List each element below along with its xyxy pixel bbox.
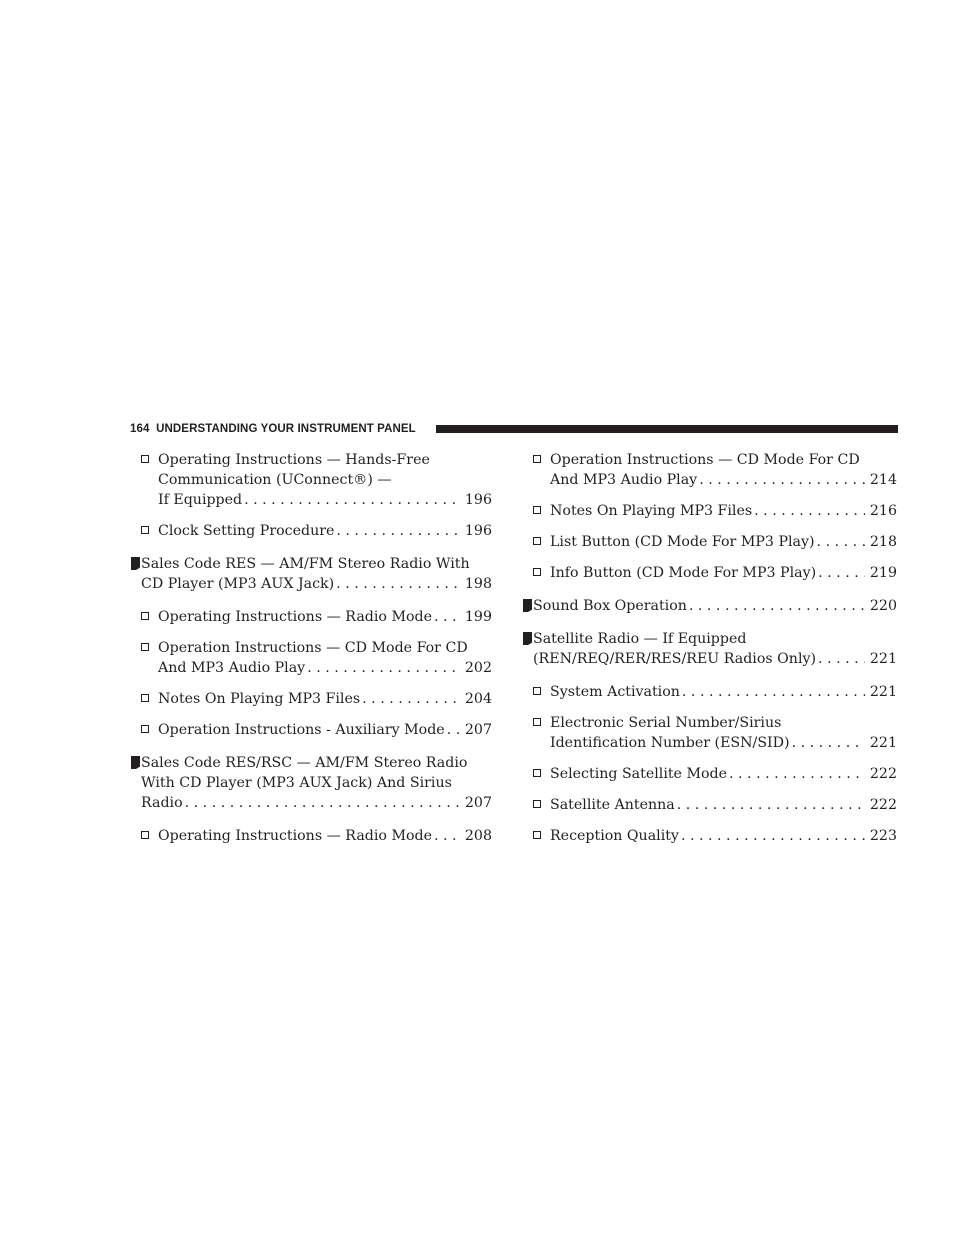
square-bullet-icon bbox=[523, 599, 532, 612]
toc-entry-title: Notes On Playing MP3 Files bbox=[550, 503, 753, 519]
toc-entry-title: Info Button (CD Mode For MP3 Play) bbox=[550, 565, 817, 581]
toc-section-entry bbox=[131, 753, 492, 813]
dot-leader bbox=[362, 689, 460, 709]
toc-page-number: 216 bbox=[869, 503, 897, 519]
toc-entry-last-line bbox=[533, 596, 897, 616]
toc-entry-title: Selecting Satellite Mode bbox=[550, 766, 728, 782]
toc-page-number: 221 bbox=[869, 651, 897, 667]
checkbox-bullet-icon bbox=[141, 694, 149, 702]
toc-entry-title: Operation Instructions - Auxiliary Mode bbox=[158, 722, 445, 738]
toc-section-entry bbox=[131, 554, 492, 594]
toc-subsection-entry bbox=[523, 532, 897, 552]
toc-entry-line: Sales Code RES/RSC — AM/FM Stereo Radio bbox=[141, 755, 468, 771]
toc-page-number: 202 bbox=[464, 660, 492, 676]
dot-leader bbox=[754, 501, 865, 521]
toc-entry-last-line bbox=[550, 532, 897, 552]
toc-entry-last-line bbox=[550, 470, 897, 490]
toc-subsection-entry bbox=[131, 638, 492, 678]
toc-subsection-entry bbox=[131, 689, 492, 709]
toc-entry-title: CD Player (MP3 AUX Jack) bbox=[141, 576, 335, 592]
toc-entry-title: And MP3 Audio Play bbox=[158, 660, 306, 676]
toc-entry-last-line bbox=[158, 720, 492, 740]
square-bullet-icon bbox=[131, 557, 140, 570]
dot-leader bbox=[792, 733, 865, 753]
toc-entry-line: Sales Code RES — AM/FM Stereo Radio With bbox=[141, 556, 470, 572]
toc-page-number: 207 bbox=[464, 795, 492, 811]
toc-page-number: 219 bbox=[869, 565, 897, 581]
toc-page-number: 198 bbox=[464, 576, 492, 592]
dot-leader bbox=[689, 596, 865, 616]
toc-entry-last-line bbox=[550, 795, 897, 815]
square-bullet-icon bbox=[131, 756, 140, 769]
toc-entry-title: Identification Number (ESN/SID) bbox=[550, 735, 790, 751]
dot-leader bbox=[817, 532, 865, 552]
toc-entry-last-line bbox=[158, 521, 492, 541]
checkbox-bullet-icon bbox=[141, 725, 149, 733]
toc-entry-title: Sound Box Operation bbox=[533, 598, 687, 614]
dot-leader bbox=[699, 470, 865, 490]
toc-page-number: 199 bbox=[464, 609, 492, 625]
toc-subsection-entry bbox=[523, 713, 897, 753]
toc-entry-last-line bbox=[158, 658, 492, 678]
toc-entry-line: Operation Instructions — CD Mode For CD bbox=[158, 640, 468, 656]
checkbox-bullet-icon bbox=[141, 455, 149, 463]
toc-entry-title: Operating Instructions — Radio Mode bbox=[158, 609, 432, 625]
toc-entry-line: Satellite Radio — If Equipped bbox=[533, 631, 747, 647]
header-text bbox=[130, 421, 416, 437]
checkbox-bullet-icon bbox=[533, 537, 541, 545]
toc-entry-line: With CD Player (MP3 AUX Jack) And Sirius bbox=[141, 775, 452, 791]
toc-subsection-entry bbox=[131, 607, 492, 627]
dot-leader bbox=[336, 521, 460, 541]
toc-page-number: 221 bbox=[869, 735, 897, 751]
section-title: UNDERSTANDING YOUR INSTRUMENT PANEL bbox=[156, 423, 416, 435]
toc-entry-last-line bbox=[550, 826, 897, 846]
dot-leader bbox=[681, 826, 865, 846]
toc-subsection-entry bbox=[131, 720, 492, 740]
toc-page-number: 221 bbox=[869, 684, 897, 700]
toc-entry-title: Operating Instructions — Radio Mode bbox=[158, 828, 432, 844]
toc-entry-last-line bbox=[141, 793, 492, 813]
toc-entry-last-line bbox=[550, 682, 897, 702]
dot-leader bbox=[185, 793, 460, 813]
toc-entry-last-line bbox=[158, 490, 492, 510]
toc-entry-title: List Button (CD Mode For MP3 Play) bbox=[550, 534, 815, 550]
toc-entry-title: And MP3 Audio Play bbox=[550, 472, 698, 488]
toc-page-number: 208 bbox=[464, 828, 492, 844]
dot-leader bbox=[434, 826, 460, 846]
checkbox-bullet-icon bbox=[141, 643, 149, 651]
toc-entry-title: Reception Quality bbox=[550, 828, 679, 844]
checkbox-bullet-icon bbox=[533, 568, 541, 576]
toc-column-right bbox=[523, 450, 897, 846]
toc-entry-last-line bbox=[533, 649, 897, 669]
dot-leader bbox=[447, 720, 460, 740]
page-number: 164 bbox=[130, 423, 150, 435]
toc-section-entry bbox=[523, 629, 897, 669]
toc-page-number: 207 bbox=[464, 722, 492, 738]
checkbox-bullet-icon bbox=[533, 769, 541, 777]
toc-entry-title: System Activation bbox=[550, 684, 680, 700]
checkbox-bullet-icon bbox=[533, 687, 541, 695]
dot-leader bbox=[307, 658, 460, 678]
toc-subsection-entry bbox=[523, 764, 897, 784]
toc-page-number: 222 bbox=[869, 797, 897, 813]
toc-entry-last-line bbox=[158, 607, 492, 627]
toc-subsection-entry bbox=[523, 682, 897, 702]
checkbox-bullet-icon bbox=[533, 800, 541, 808]
checkbox-bullet-icon bbox=[141, 612, 149, 620]
toc-subsection-entry bbox=[523, 826, 897, 846]
toc-page-number: 222 bbox=[869, 766, 897, 782]
toc-page-number: 223 bbox=[869, 828, 897, 844]
checkbox-bullet-icon bbox=[533, 506, 541, 514]
dot-leader bbox=[818, 649, 865, 669]
toc-subsection-entry bbox=[523, 563, 897, 583]
toc-entry-title: Satellite Antenna bbox=[550, 797, 675, 813]
checkbox-bullet-icon bbox=[141, 831, 149, 839]
toc-entry-title: Clock Setting Procedure bbox=[158, 523, 335, 539]
toc-entry-line: Communication (UConnect®) — bbox=[158, 472, 392, 488]
toc-entry-line: Electronic Serial Number/Sirius bbox=[550, 715, 782, 731]
toc-entry-last-line bbox=[550, 733, 897, 753]
toc-entry-last-line bbox=[550, 764, 897, 784]
toc-entry-last-line bbox=[141, 574, 492, 594]
checkbox-bullet-icon bbox=[533, 718, 541, 726]
toc-column-left bbox=[131, 450, 492, 846]
toc-page-number: 218 bbox=[869, 534, 897, 550]
dot-leader bbox=[434, 607, 460, 627]
header-rule bbox=[436, 425, 898, 433]
toc-subsection-entry bbox=[523, 795, 897, 815]
toc-entry-title: If Equipped bbox=[158, 492, 243, 508]
page-header bbox=[130, 421, 898, 437]
toc-entry-last-line bbox=[550, 501, 897, 521]
toc-page-number: 220 bbox=[869, 598, 897, 614]
toc-entry-last-line bbox=[550, 563, 897, 583]
square-bullet-icon bbox=[523, 632, 532, 645]
toc-page-number: 196 bbox=[464, 492, 492, 508]
toc-page-number: 204 bbox=[464, 691, 492, 707]
toc-page-number: 196 bbox=[464, 523, 492, 539]
checkbox-bullet-icon bbox=[533, 455, 541, 463]
checkbox-bullet-icon bbox=[533, 831, 541, 839]
toc-entry-line: Operation Instructions — CD Mode For CD bbox=[550, 452, 860, 468]
toc-entry-title: (REN/REQ/RER/RES/REU Radios Only) bbox=[533, 651, 817, 667]
dot-leader bbox=[336, 574, 460, 594]
toc-entry-title: Notes On Playing MP3 Files bbox=[158, 691, 361, 707]
toc-section-entry bbox=[523, 596, 897, 616]
toc-entry-last-line bbox=[158, 826, 492, 846]
dot-leader bbox=[244, 490, 460, 510]
toc-entry-last-line bbox=[158, 689, 492, 709]
toc-entry-line: Operating Instructions — Hands-Free bbox=[158, 452, 430, 468]
toc-subsection-entry bbox=[131, 826, 492, 846]
dot-leader bbox=[818, 563, 865, 583]
toc-subsection-entry bbox=[131, 450, 492, 510]
checkbox-bullet-icon bbox=[141, 526, 149, 534]
dot-leader bbox=[677, 795, 865, 815]
toc-page-number: 214 bbox=[869, 472, 897, 488]
toc-subsection-entry bbox=[131, 521, 492, 541]
dot-leader bbox=[729, 764, 865, 784]
toc-entry-title: Radio bbox=[141, 795, 183, 811]
toc-subsection-entry bbox=[523, 501, 897, 521]
toc-subsection-entry bbox=[523, 450, 897, 490]
dot-leader bbox=[682, 682, 865, 702]
